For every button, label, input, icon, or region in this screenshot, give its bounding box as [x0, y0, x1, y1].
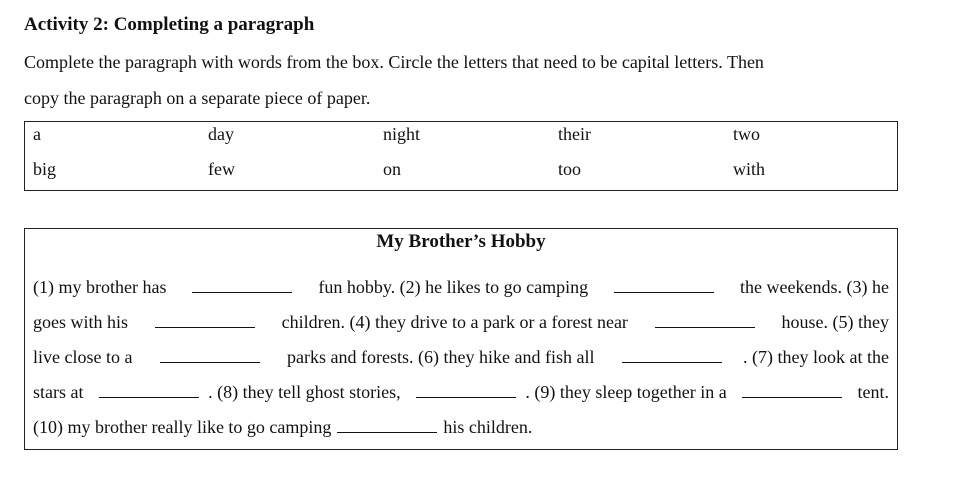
paragraph-box — [24, 228, 898, 450]
blank-9[interactable] — [742, 381, 842, 398]
paragraph-text: goes with his — [33, 312, 129, 332]
word-box-item: night — [383, 124, 421, 144]
instructions-line-1: Complete the paragraph with words from the box. Circle the letters that need to be capital letters. Then — [24, 52, 764, 72]
paragraph-line-4 — [33, 381, 889, 403]
word-box — [24, 121, 898, 191]
paragraph-text: fun hobby. (2) he likes to go camping — [318, 277, 589, 297]
paragraph-text: . (7) they look at the — [743, 347, 889, 367]
paragraph-line-5 — [33, 416, 532, 438]
paragraph-text: children. (4) they drive to a park or a forest near — [281, 312, 628, 332]
word-box-item: a — [33, 124, 41, 144]
word-box-item: day — [208, 124, 234, 144]
paragraph-text: parks and forests. (6) they hike and fish all — [287, 347, 595, 367]
paragraph-line-2 — [33, 311, 889, 333]
word-box-item: two — [733, 124, 760, 144]
blank-10[interactable] — [337, 416, 437, 433]
word-box-item: too — [558, 159, 582, 179]
instructions-line-2: copy the paragraph on a separate piece of paper. — [24, 88, 371, 108]
blank-7[interactable] — [99, 381, 199, 398]
paragraph-text: his children. — [443, 417, 533, 437]
blank-8[interactable] — [416, 381, 516, 398]
blank-6[interactable] — [622, 346, 722, 363]
paragraph-text: tent. — [857, 382, 889, 402]
word-box-item: with — [733, 159, 766, 179]
word-box-item: their — [558, 124, 591, 144]
blank-4[interactable] — [655, 311, 755, 328]
activity-title: Activity 2: Completing a paragraph — [24, 14, 315, 35]
word-box-item: few — [208, 159, 235, 179]
word-box-item: on — [383, 159, 401, 179]
paragraph-text: live close to a — [33, 347, 133, 367]
blank-1[interactable] — [192, 276, 292, 293]
paragraph-text: (10) my brother really like to go camping — [33, 417, 332, 437]
paragraph-title: My Brother’s Hobby — [376, 231, 546, 252]
word-box-item: big — [33, 159, 57, 179]
paragraph-text: stars at — [33, 382, 84, 402]
blank-3[interactable] — [155, 311, 255, 328]
blank-5[interactable] — [160, 346, 260, 363]
paragraph-text: house. (5) they — [781, 312, 889, 332]
paragraph-text: . (8) they tell ghost stories, — [208, 382, 401, 402]
paragraph-text: . (9) they sleep together in a — [525, 382, 727, 402]
paragraph-text: the weekends. (3) he — [740, 277, 889, 297]
paragraph-text: (1) my brother has — [33, 277, 167, 297]
paragraph-line-1 — [33, 276, 889, 298]
paragraph-line-3 — [33, 346, 889, 368]
blank-2[interactable] — [614, 276, 714, 293]
